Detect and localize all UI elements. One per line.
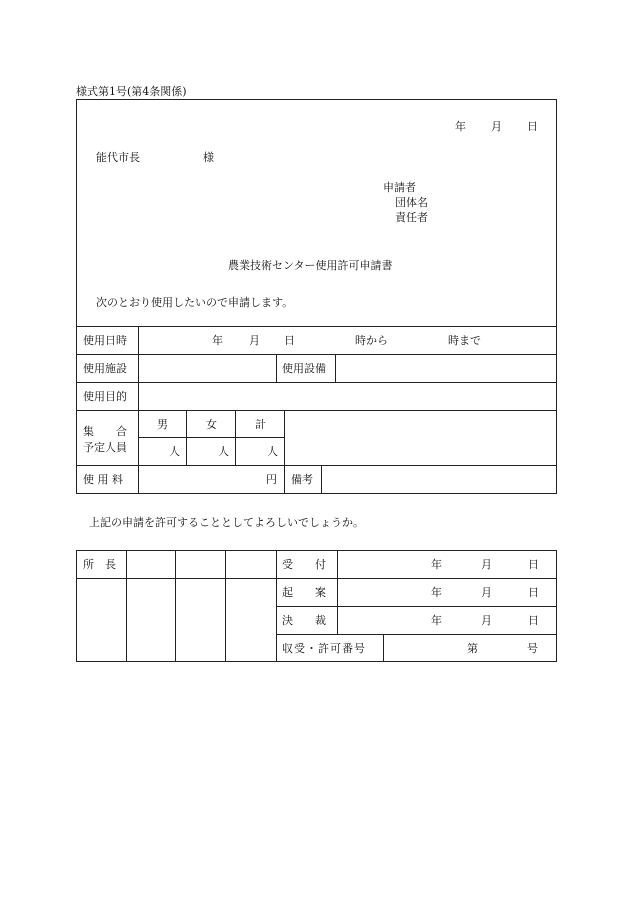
drafted-year: 年 [431, 586, 442, 599]
date-day-label: 日 [527, 120, 538, 133]
number-suffix: 号 [527, 642, 538, 655]
decided-label: 決 裁 [282, 614, 326, 627]
row-divider [138, 437, 284, 438]
yen-unit: 円 [266, 473, 277, 486]
form-code: 様式第1号(第4条関係) [76, 85, 187, 98]
row-divider [276, 578, 557, 579]
total-label: 計 [255, 418, 266, 431]
column-divider [175, 550, 176, 662]
column-divider [276, 550, 277, 662]
column-divider [337, 550, 338, 634]
gathering-label-bottom: 予定人員 [83, 441, 127, 454]
decided-month: 月 [481, 614, 492, 627]
received-month: 月 [481, 558, 492, 571]
total-person-unit: 人 [267, 445, 278, 458]
time-from: 時から [355, 334, 388, 347]
row-divider [76, 578, 277, 579]
received-day: 日 [528, 558, 539, 571]
decided-year: 年 [431, 614, 442, 627]
director-label: 所 長 [83, 558, 116, 571]
column-divider [276, 354, 277, 382]
row-divider [76, 326, 557, 327]
female-label: 女 [206, 418, 217, 431]
purpose-label: 使用目的 [83, 390, 127, 403]
column-divider [335, 354, 336, 382]
date-month-label: 月 [491, 120, 502, 133]
datetime-month: 月 [249, 334, 260, 347]
column-divider [138, 326, 139, 494]
receipt-number-label: 収受・許可番号 [282, 642, 366, 655]
representative-label: 責任者 [395, 211, 428, 224]
column-divider [383, 634, 384, 662]
row-divider [76, 354, 557, 355]
gathering-label-top: 集 合 [83, 425, 127, 438]
female-person-unit: 人 [218, 445, 229, 458]
column-divider [126, 550, 127, 662]
column-divider [284, 410, 285, 494]
fee-label: 使 用 料 [83, 473, 123, 486]
facility-label: 使用施設 [83, 362, 127, 375]
drafted-day: 日 [528, 586, 539, 599]
received-year: 年 [431, 558, 442, 571]
datetime-day: 日 [284, 334, 295, 347]
use-datetime-label: 使用日時 [83, 334, 127, 347]
applicant-label: 申請者 [383, 181, 416, 194]
column-divider [225, 550, 226, 662]
row-divider [76, 465, 557, 466]
remarks-label: 備考 [291, 473, 313, 486]
equipment-label: 使用設備 [282, 362, 326, 375]
drafted-month: 月 [481, 586, 492, 599]
column-divider [321, 465, 322, 494]
row-divider [76, 382, 557, 383]
drafted-label: 起 案 [282, 586, 326, 599]
number-prefix: 第 [467, 642, 478, 655]
row-divider [276, 606, 557, 607]
honorific: 様 [203, 151, 214, 164]
addressee: 能代市長 [96, 151, 140, 164]
column-divider [186, 410, 187, 465]
organization-name-label: 団体名 [395, 196, 428, 209]
male-person-unit: 人 [169, 445, 180, 458]
received-label: 受 付 [282, 558, 326, 571]
row-divider [276, 634, 557, 635]
time-to: 時まで [448, 334, 481, 347]
approval-question: 上記の申請を許可することとしてよろしいでしょうか。 [89, 516, 364, 529]
date-year-label: 年 [455, 120, 466, 133]
decided-day: 日 [528, 614, 539, 627]
column-divider [235, 410, 236, 465]
datetime-year: 年 [212, 334, 223, 347]
row-divider [76, 410, 557, 411]
male-label: 男 [157, 418, 168, 431]
application-statement: 次のとおり使用したいので申請します。 [96, 296, 294, 309]
form-title: 農業技術センター使用許可申請書 [228, 259, 393, 272]
